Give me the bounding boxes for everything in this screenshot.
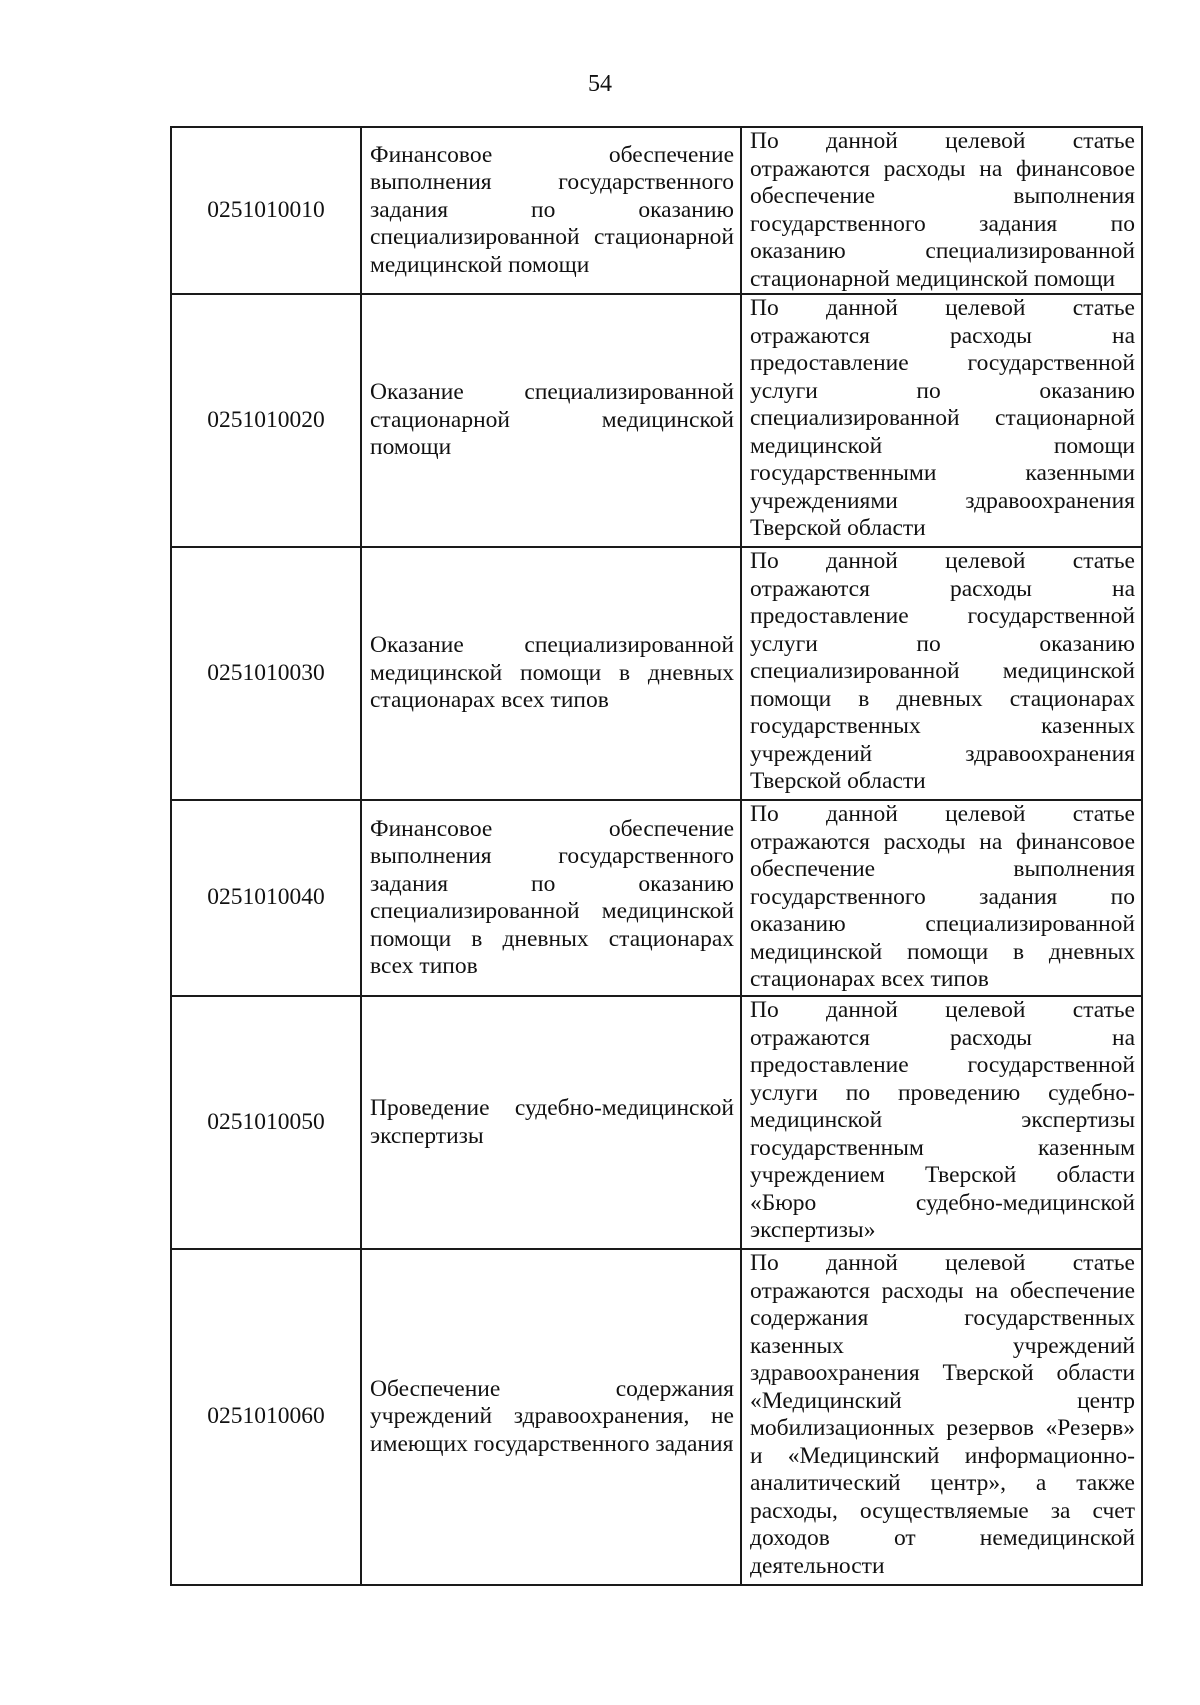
table-row [171, 547, 1142, 800]
target-article-code: 0251010020 [171, 294, 361, 547]
target-article-name: Финансовое обеспечение выполнения государственного задания по оказанию специализированной медицинской помощи в дневных стационарах всех типов [361, 800, 741, 996]
target-article-code: 0251010040 [171, 800, 361, 996]
target-article-name: Финансовое обеспечение выполнения государственного задания по оказанию специализированной стационарной медицинской помощи [361, 127, 741, 294]
target-article-name: Оказание специализированной стационарной медицинской помощи [361, 294, 741, 547]
target-article-description: По данной целевой статье отражаются расходы на предоставление государственной услуги по оказанию специализированной стационарной медицинской помощи государственными казенными учреждениями здравоохранения Тверской области [741, 294, 1142, 547]
table-row [171, 800, 1142, 996]
budget-classification-table [170, 126, 1143, 1586]
target-article-code: 0251010030 [171, 547, 361, 800]
target-article-name: Оказание специализированной медицинской помощи в дневных стационарах всех типов [361, 547, 741, 800]
target-article-description: По данной целевой статье отражаются расходы на финансовое обеспечение выполнения государственного задания по оказанию специализированной медицинской помощи в дневных стационарах всех типов [741, 800, 1142, 996]
target-article-name: Проведение судебно-медицинской экспертизы [361, 996, 741, 1249]
target-article-description: По данной целевой статье отражаются расходы на предоставление государственной услуги по оказанию специализированной медицинской помощи в дневных стационарах государственных казенных учреждений здравоохранения Тверской области [741, 547, 1142, 800]
page-number: 54 [588, 71, 612, 97]
table-row [171, 996, 1142, 1249]
table-row [171, 1249, 1142, 1585]
target-article-description: По данной целевой статье отражаются расходы на финансовое обеспечение выполнения государственного задания по оказанию специализированной стационарной медицинской помощи [741, 127, 1142, 294]
target-article-code: 0251010010 [171, 127, 361, 294]
target-article-code: 0251010050 [171, 996, 361, 1249]
target-article-description: По данной целевой статье отражаются расходы на предоставление государственной услуги по проведению судебно-медицинской экспертизы государственным казенным учреждением Тверской области «Бюро судебно-медицинской экспертизы» [741, 996, 1142, 1249]
table-row [171, 294, 1142, 547]
target-article-name: Обеспечение содержания учреждений здравоохранения, не имеющих государственного задания [361, 1249, 741, 1585]
target-article-code: 0251010060 [171, 1249, 361, 1585]
target-article-description: По данной целевой статье отражаются расходы на обеспечение содержания государственных казенных учреждений здравоохранения Тверской области «Медицинский центр мобилизационных резервов «Резерв» и «Медицинский информационно-аналитический центр», а также расходы, осуществляемые за счет доходов от немедицинской деятельности [741, 1249, 1142, 1585]
table-row [171, 127, 1142, 294]
